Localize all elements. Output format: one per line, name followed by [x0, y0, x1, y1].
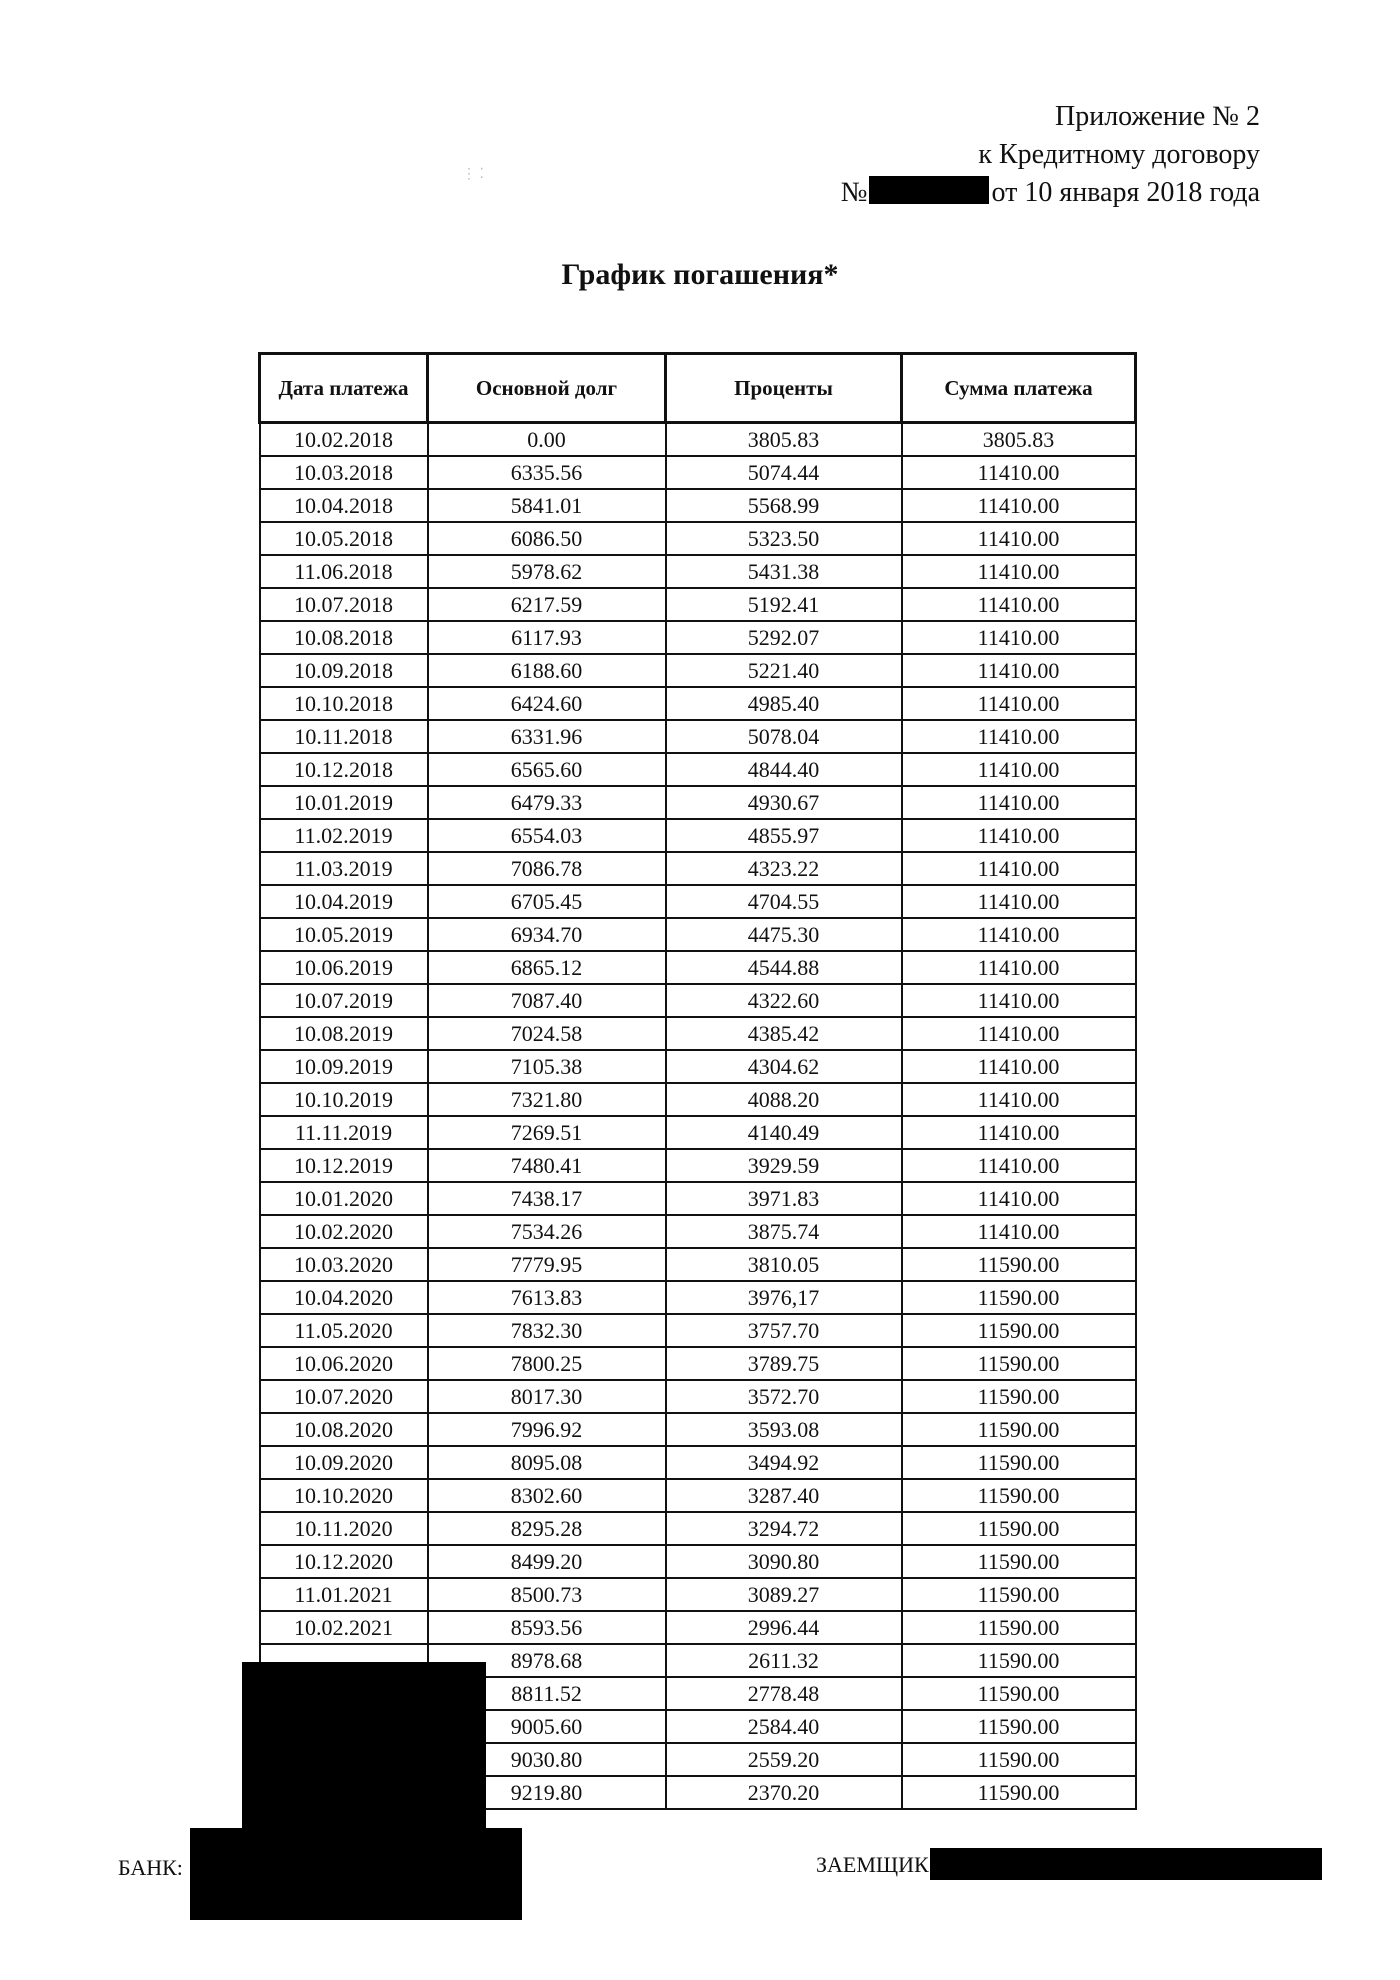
principal-cell: 8295.28 [428, 1512, 666, 1545]
annex-reference: к Кредитному договору [978, 139, 1260, 170]
table-row [260, 588, 1136, 621]
payment-date-cell: 11.06.2018 [260, 555, 428, 588]
principal-cell: 8593.56 [428, 1611, 666, 1644]
scan-artifact: ⋮ ⁚ [462, 167, 484, 182]
payment-date-cell: 11.01.2021 [260, 1578, 428, 1611]
principal-cell: 6331.96 [428, 720, 666, 753]
payment-date-cell: 10.08.2018 [260, 621, 428, 654]
payment-date-cell: 10.05.2019 [260, 918, 428, 951]
principal-cell: 7269.51 [428, 1116, 666, 1149]
payment-date-cell: 10.05.2018 [260, 522, 428, 555]
table-row [260, 1512, 1136, 1545]
total-payment-cell: 11410.00 [902, 753, 1136, 786]
total-payment-cell: 11410.00 [902, 885, 1136, 918]
table-row [260, 1182, 1136, 1215]
total-payment-cell: 11590.00 [902, 1644, 1136, 1677]
principal-cell: 7800.25 [428, 1347, 666, 1380]
payment-date-cell: 10.07.2020 [260, 1380, 428, 1413]
payment-date-cell: 10.10.2018 [260, 687, 428, 720]
table-row [260, 1281, 1136, 1314]
total-payment-cell: 11590.00 [902, 1446, 1136, 1479]
payment-date-cell: 10.09.2020 [260, 1446, 428, 1479]
principal-cell: 6554.03 [428, 819, 666, 852]
principal-cell: 9219.80 [428, 1776, 666, 1809]
interest-cell: 2611.32 [666, 1644, 902, 1677]
principal-cell: 8095.08 [428, 1446, 666, 1479]
table-row [260, 555, 1136, 588]
principal-cell: 9005.60 [428, 1710, 666, 1743]
principal-cell: 7480.41 [428, 1149, 666, 1182]
column-header-interest: Проценты [666, 354, 902, 423]
table-row [260, 1248, 1136, 1281]
annex-header [560, 98, 1260, 212]
interest-cell: 3976,17 [666, 1281, 902, 1314]
payment-date-cell: 10.11.2020 [260, 1512, 428, 1545]
payment-date-cell: 10.04.2020 [260, 1281, 428, 1314]
interest-cell: 4855.97 [666, 819, 902, 852]
column-header-date: Дата платежа [260, 354, 428, 423]
table-row [260, 852, 1136, 885]
total-payment-cell: 11410.00 [902, 918, 1136, 951]
interest-cell: 3593.08 [666, 1413, 902, 1446]
total-payment-cell: 11410.00 [902, 1116, 1136, 1149]
table-row [260, 489, 1136, 522]
principal-cell: 7996.92 [428, 1413, 666, 1446]
total-payment-cell: 11590.00 [902, 1743, 1136, 1776]
payment-date-cell: 10.12.2018 [260, 753, 428, 786]
interest-cell: 5323.50 [666, 522, 902, 555]
interest-cell: 3929.59 [666, 1149, 902, 1182]
total-payment-cell: 11590.00 [902, 1512, 1136, 1545]
table-row [260, 1413, 1136, 1446]
total-payment-cell: 11590.00 [902, 1479, 1136, 1512]
total-payment-cell: 3805.83 [902, 423, 1136, 457]
principal-cell: 6479.33 [428, 786, 666, 819]
interest-cell: 2370.20 [666, 1776, 902, 1809]
column-header-principal: Основной долг [428, 354, 666, 423]
interest-cell: 2778.48 [666, 1677, 902, 1710]
payment-date-cell: 10.07.2018 [260, 588, 428, 621]
interest-cell: 3494.92 [666, 1446, 902, 1479]
total-payment-cell: 11590.00 [902, 1611, 1136, 1644]
payment-date-cell: 11.02.2019 [260, 819, 428, 852]
interest-cell: 5221.40 [666, 654, 902, 687]
table-row [260, 423, 1136, 457]
table-row [260, 1380, 1136, 1413]
total-payment-cell: 11410.00 [902, 654, 1136, 687]
interest-cell: 4544.88 [666, 951, 902, 984]
payment-date-cell: 10.12.2020 [260, 1545, 428, 1578]
principal-cell: 6865.12 [428, 951, 666, 984]
total-payment-cell: 11590.00 [902, 1347, 1136, 1380]
total-payment-cell: 11410.00 [902, 687, 1136, 720]
column-header-total: Сумма платежа [902, 354, 1136, 423]
payment-date-cell: 10.10.2020 [260, 1479, 428, 1512]
contract-number-line [560, 174, 1260, 212]
principal-cell: 7438.17 [428, 1182, 666, 1215]
repayment-schedule-table [258, 352, 1137, 1810]
total-payment-cell: 11410.00 [902, 1050, 1136, 1083]
table-body [260, 423, 1136, 1810]
total-payment-cell: 11410.00 [902, 588, 1136, 621]
interest-cell: 3789.75 [666, 1347, 902, 1380]
table-row [260, 951, 1136, 984]
table-row [260, 1017, 1136, 1050]
payment-date-cell: 10.04.2019 [260, 885, 428, 918]
interest-cell: 4930.67 [666, 786, 902, 819]
table-row [260, 1050, 1136, 1083]
table-row [260, 621, 1136, 654]
total-payment-cell: 11410.00 [902, 1149, 1136, 1182]
principal-cell: 8302.60 [428, 1479, 666, 1512]
table-row [260, 1116, 1136, 1149]
table-row [260, 1479, 1136, 1512]
payment-date-cell: 10.03.2020 [260, 1248, 428, 1281]
borrower-signature-label: ЗАЕМЩИК [816, 1852, 929, 1877]
payment-date-cell: 11.05.2020 [260, 1314, 428, 1347]
total-payment-cell: 11410.00 [902, 852, 1136, 885]
total-payment-cell: 11410.00 [902, 786, 1136, 819]
interest-cell: 3294.72 [666, 1512, 902, 1545]
interest-cell: 4844.40 [666, 753, 902, 786]
principal-cell: 8978.68 [428, 1644, 666, 1677]
principal-cell: 6424.60 [428, 687, 666, 720]
payment-date-cell: 10.02.2020 [260, 1215, 428, 1248]
total-payment-cell: 11410.00 [902, 456, 1136, 489]
total-payment-cell: 11590.00 [902, 1776, 1136, 1809]
payment-date-cell: 10.08.2019 [260, 1017, 428, 1050]
principal-cell: 7779.95 [428, 1248, 666, 1281]
total-payment-cell: 11410.00 [902, 1083, 1136, 1116]
table-row [260, 918, 1136, 951]
table-row [260, 786, 1136, 819]
table-row [260, 720, 1136, 753]
total-payment-cell: 11410.00 [902, 1215, 1136, 1248]
interest-cell: 4704.55 [666, 885, 902, 918]
interest-cell: 3805.83 [666, 423, 902, 457]
total-payment-cell: 11410.00 [902, 555, 1136, 588]
interest-cell: 4140.49 [666, 1116, 902, 1149]
interest-cell: 3971.83 [666, 1182, 902, 1215]
payment-date-cell: 10.12.2019 [260, 1149, 428, 1182]
principal-cell: 6934.70 [428, 918, 666, 951]
interest-cell: 2996.44 [666, 1611, 902, 1644]
principal-cell: 6565.60 [428, 753, 666, 786]
payment-date-cell: 10.08.2020 [260, 1413, 428, 1446]
total-payment-cell: 11590.00 [902, 1380, 1136, 1413]
total-payment-cell: 11410.00 [902, 720, 1136, 753]
interest-cell: 5431.38 [666, 555, 902, 588]
total-payment-cell: 11410.00 [902, 621, 1136, 654]
interest-cell: 4323.22 [666, 852, 902, 885]
total-payment-cell: 11590.00 [902, 1578, 1136, 1611]
payment-date-cell: 10.02.2018 [260, 423, 428, 457]
principal-cell: 6117.93 [428, 621, 666, 654]
table-row [260, 885, 1136, 918]
total-payment-cell: 11410.00 [902, 489, 1136, 522]
page-title: График погашения* [561, 258, 839, 291]
total-payment-cell: 11590.00 [902, 1314, 1136, 1347]
total-payment-cell: 11590.00 [902, 1248, 1136, 1281]
principal-cell: 6705.45 [428, 885, 666, 918]
principal-cell: 6217.59 [428, 588, 666, 621]
payment-date-cell: 10.04.2018 [260, 489, 428, 522]
table-row [260, 687, 1136, 720]
interest-cell: 4322.60 [666, 984, 902, 1017]
table-row [260, 819, 1136, 852]
principal-cell: 7534.26 [428, 1215, 666, 1248]
payment-date-cell: 10.09.2018 [260, 654, 428, 687]
payment-date-cell: 10.09.2019 [260, 1050, 428, 1083]
interest-cell: 4088.20 [666, 1083, 902, 1116]
principal-cell: 6188.60 [428, 654, 666, 687]
principal-cell: 7832.30 [428, 1314, 666, 1347]
payment-date-cell: 10.07.2019 [260, 984, 428, 1017]
payment-date-cell: 10.11.2018 [260, 720, 428, 753]
principal-cell: 5841.01 [428, 489, 666, 522]
total-payment-cell: 11590.00 [902, 1710, 1136, 1743]
interest-cell: 2559.20 [666, 1743, 902, 1776]
redacted-borrower-signature [930, 1848, 1322, 1880]
table-row [260, 456, 1136, 489]
interest-cell: 3089.27 [666, 1578, 902, 1611]
total-payment-cell: 11590.00 [902, 1413, 1136, 1446]
payment-date-cell: 10.06.2019 [260, 951, 428, 984]
principal-cell: 8811.52 [428, 1677, 666, 1710]
total-payment-cell: 11410.00 [902, 819, 1136, 852]
table-row [260, 1347, 1136, 1380]
table-row [260, 1215, 1136, 1248]
interest-cell: 3572.70 [666, 1380, 902, 1413]
total-payment-cell: 11590.00 [902, 1281, 1136, 1314]
redacted-contract-number [869, 176, 989, 204]
table-row [260, 1314, 1136, 1347]
interest-cell: 3757.70 [666, 1314, 902, 1347]
interest-cell: 4475.30 [666, 918, 902, 951]
payment-date-cell: 10.01.2019 [260, 786, 428, 819]
principal-cell: 6335.56 [428, 456, 666, 489]
total-payment-cell: 11410.00 [902, 1017, 1136, 1050]
principal-cell: 8499.20 [428, 1545, 666, 1578]
redacted-dates [242, 1662, 486, 1830]
interest-cell: 4985.40 [666, 687, 902, 720]
principal-cell: 8017.30 [428, 1380, 666, 1413]
table-row [260, 1149, 1136, 1182]
total-payment-cell: 11410.00 [902, 522, 1136, 555]
payment-date-cell: 10.01.2020 [260, 1182, 428, 1215]
table-row [260, 1611, 1136, 1644]
principal-cell: 9030.80 [428, 1743, 666, 1776]
interest-cell: 4304.62 [666, 1050, 902, 1083]
table-row [260, 984, 1136, 1017]
principal-cell: 5978.62 [428, 555, 666, 588]
principal-cell: 6086.50 [428, 522, 666, 555]
table-row [260, 654, 1136, 687]
table-row [260, 1545, 1136, 1578]
payment-date-cell: 10.06.2020 [260, 1347, 428, 1380]
interest-cell: 2584.40 [666, 1710, 902, 1743]
total-payment-cell: 11410.00 [902, 1182, 1136, 1215]
interest-cell: 3875.74 [666, 1215, 902, 1248]
payment-date-cell: 11.03.2019 [260, 852, 428, 885]
principal-cell: 7087.40 [428, 984, 666, 1017]
table-row [260, 1083, 1136, 1116]
interest-cell: 3287.40 [666, 1479, 902, 1512]
bank-signature-label: БАНК: [118, 1855, 183, 1880]
payment-date-cell: 10.02.2021 [260, 1611, 428, 1644]
interest-cell: 5192.41 [666, 588, 902, 621]
interest-cell: 4385.42 [666, 1017, 902, 1050]
interest-cell: 5074.44 [666, 456, 902, 489]
interest-cell: 3090.80 [666, 1545, 902, 1578]
contract-date: от 10 января 2018 года [991, 177, 1260, 208]
total-payment-cell: 11410.00 [902, 984, 1136, 1017]
table-row [260, 522, 1136, 555]
redacted-bank-signature [190, 1828, 522, 1920]
principal-cell: 0.00 [428, 423, 666, 457]
principal-cell: 8500.73 [428, 1578, 666, 1611]
principal-cell: 7024.58 [428, 1017, 666, 1050]
principal-cell: 7086.78 [428, 852, 666, 885]
payment-date-cell: 11.11.2019 [260, 1116, 428, 1149]
principal-cell: 7613.83 [428, 1281, 666, 1314]
total-payment-cell: 11590.00 [902, 1677, 1136, 1710]
number-sign: № [840, 177, 868, 208]
total-payment-cell: 11590.00 [902, 1545, 1136, 1578]
interest-cell: 5078.04 [666, 720, 902, 753]
interest-cell: 3810.05 [666, 1248, 902, 1281]
interest-cell: 5568.99 [666, 489, 902, 522]
annex-number: Приложение № 2 [1055, 101, 1260, 132]
principal-cell: 7321.80 [428, 1083, 666, 1116]
table-header-row [260, 354, 1136, 423]
principal-cell: 7105.38 [428, 1050, 666, 1083]
table-row [260, 753, 1136, 786]
table-row [260, 1578, 1136, 1611]
interest-cell: 5292.07 [666, 621, 902, 654]
table-row [260, 1446, 1136, 1479]
payment-date-cell: 10.03.2018 [260, 456, 428, 489]
total-payment-cell: 11410.00 [902, 951, 1136, 984]
payment-date-cell: 10.10.2019 [260, 1083, 428, 1116]
